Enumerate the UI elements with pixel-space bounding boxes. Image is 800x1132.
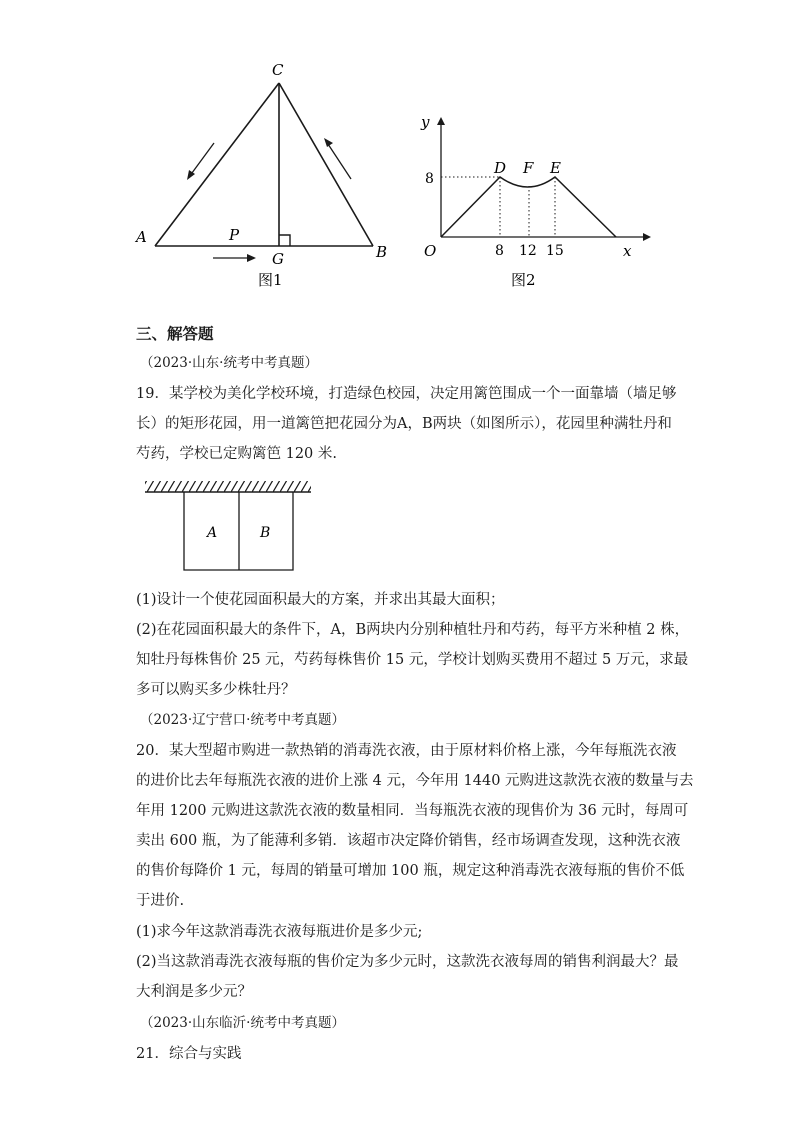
q19-line-3: 芍药，学校已定购篱笆 120 米.	[136, 446, 338, 462]
wall-hatching	[145, 481, 311, 492]
label-c: C	[272, 61, 284, 79]
q20-line-6: 于进价.	[136, 893, 185, 909]
q20-sub2-line-2: 大利润是多少元？	[136, 984, 252, 1000]
axis-label-y: y	[421, 113, 430, 131]
label-b: B	[376, 243, 388, 261]
origin-label: O	[424, 242, 437, 260]
garden-diagram	[140, 476, 320, 576]
q20-sub1: (1)求今年这款消毒洗衣液每瓶进价是多少元;	[136, 924, 423, 940]
q20-sub2-line-1: (2)当这款消毒洗衣液每瓶的售价定为多少元时，这款洗衣液每周的销售利润最大？最	[136, 954, 679, 970]
tick-x12: 12	[519, 243, 537, 259]
label-g: G	[272, 250, 284, 268]
q20-line-3: 年用 1200 元购进这款洗衣液的数量相同．当每瓶洗衣液的现售价为 36 元时，每周可	[136, 803, 689, 819]
axis-label-x: x	[623, 242, 632, 260]
q19-sub2-line-3: 多可以购买多少株牡丹？	[136, 682, 296, 698]
figure-2	[410, 105, 670, 295]
tick-x15: 15	[546, 243, 564, 259]
q20-line-5: 的售价每降价 1 元，每周的销量可增加 100 瓶，规定这种消毒洗衣液每瓶的售价不低	[136, 863, 685, 879]
q20-line-1: 20．某大型超市购进一款热销的消毒洗衣液，由于原材料价格上涨，今年每瓶洗衣液	[136, 743, 677, 759]
q20-line-2: 的进价比去年每瓶洗衣液的进价上涨 4 元，今年用 1440 元购进这款洗衣液的数量与去	[136, 773, 694, 789]
tick-x8: 8	[495, 243, 504, 259]
section-heading: 三、解答题	[136, 324, 214, 343]
q19-line-2: 长）的矩形花园，用一道篱笆把花园分为A，B两块（如图所示），花园里种满牡丹和	[136, 416, 672, 432]
q21-title: 21．综合与实践	[136, 1046, 242, 1062]
label-a: A	[136, 228, 147, 246]
q19-sub1: (1)设计一个使花园面积最大的方案，并求出其最大面积；	[136, 592, 505, 608]
q20-source: （2023·辽宁营口·统考中考真题）	[140, 712, 345, 728]
q19-sub2-line-2: 知牡丹每株售价 25 元，芍药每株售价 15 元，学校计划购买费用不超过 5 万元，求最	[136, 652, 689, 668]
q19-line-1: 19．某学校为美化学校环境，打造绿色校园，决定用篱笆围成一个一面靠墙（墙足够	[136, 386, 677, 402]
figure-2-caption: 图2	[511, 271, 536, 289]
triangle-side-ac	[155, 83, 279, 246]
q19-source: （2023·山东·统考中考真题）	[140, 355, 318, 371]
garden-label-a: A	[207, 525, 218, 541]
point-label-d: D	[494, 159, 507, 177]
arrow-base-icon	[213, 254, 256, 262]
figure-1-caption: 图1	[258, 271, 283, 289]
point-label-e: E	[550, 159, 561, 177]
q21-source: （2023·山东临沂·统考中考真题）	[140, 1015, 345, 1031]
x-axis	[441, 233, 651, 241]
label-p: P	[229, 226, 240, 244]
garden-label-b: B	[260, 525, 271, 541]
point-label-f: F	[523, 159, 534, 177]
tick-y8: 8	[425, 171, 434, 187]
q19-sub2-line-1: (2)在花园面积最大的条件下，A，B两块内分别种植牡丹和芍药，每平方米种植 2 株，	[136, 622, 690, 638]
right-angle-mark	[279, 235, 290, 246]
q20-line-4: 卖出 600 瓶，为了能薄利多销．该超市决定降价销售，经市场调查发现，这种洗衣液	[136, 833, 681, 849]
arrow-right-side-icon	[324, 138, 351, 179]
triangle-side-cb	[279, 83, 373, 246]
figure-1	[120, 55, 400, 295]
